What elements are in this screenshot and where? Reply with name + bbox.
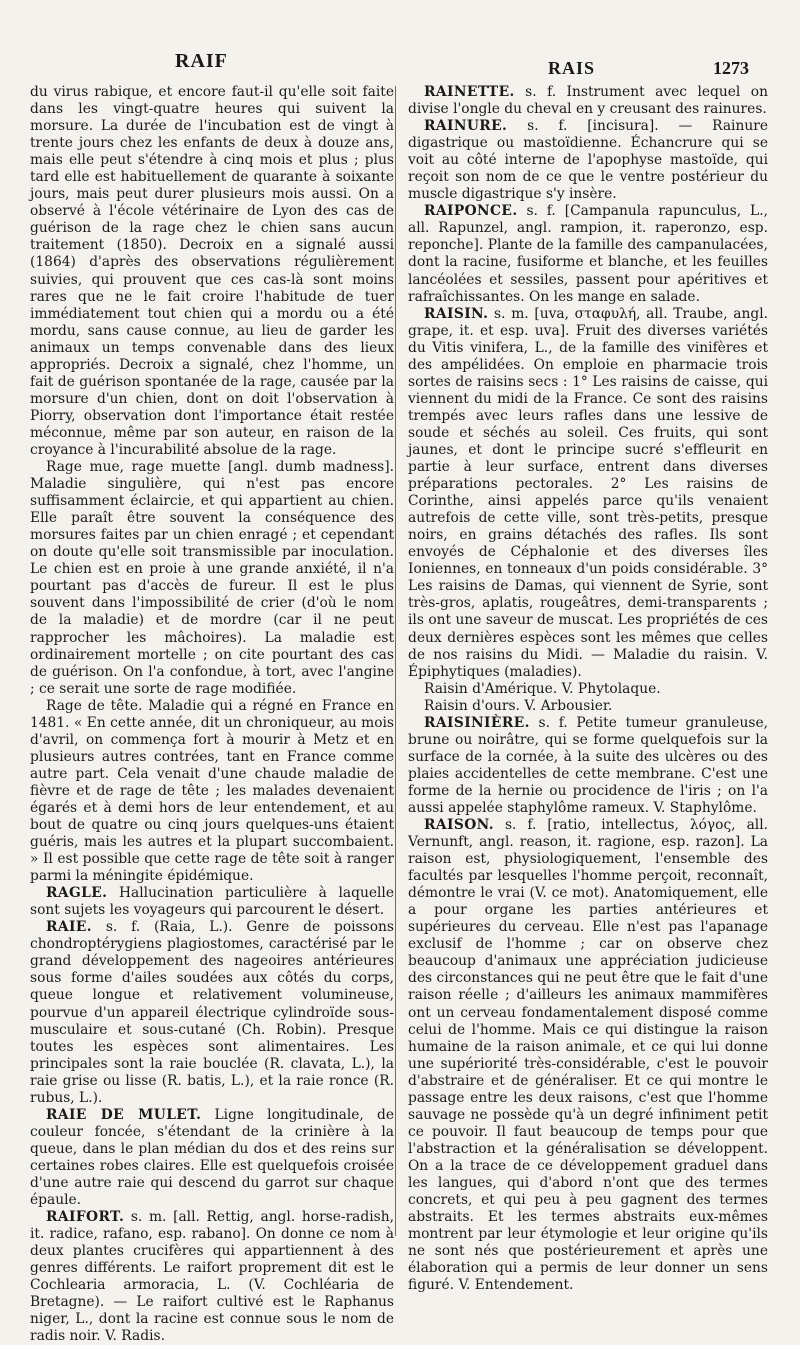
entry-raisin-dours: [408, 698, 768, 715]
entry-headword: RAGLE.: [46, 885, 108, 902]
entry-headword: RAIPONCE.: [424, 203, 518, 220]
entry-raison: [408, 817, 768, 1294]
entry-raie-de-mulet: [30, 1107, 394, 1209]
entry-headword: RAINURE.: [424, 118, 508, 135]
entry-text: s. m. [all. Rettig, angl. horse-radish, it. radice, rafano, esp. rabano]. On donne ce nom à deux plantes crucifères qui appartiennent à des genres différents. Le raifort proprement dit est le Cochlearia armoracia, L. (V. Cochléaria de Bretagne). — Le raifort cultivé est le Raphanus niger, L., dont la racine est connue sous le nom de radis noir. V. Radis.: [30, 1209, 394, 1345]
entry-text: Hallucination particulière à laquelle sont sujets les voyageurs qui parcourent le désert.: [30, 885, 394, 919]
entry-headword: RAIFORT.: [46, 1209, 125, 1226]
entry-text: Ligne longitudinale, de couleur foncée, s'étendant de la crinière à la queue, dans le plan médian du dos et des reins sur certaines robes claires. Elle est quelquefois croisée d'une autre raie qui descend du garrot sur chaque épaule.: [30, 1106, 394, 1209]
entry-text: s. f. [Campanula rapunculus, L., all. Rapunzel, angl. rampion, it. raperonzo, esp. reponche]. Plante de la famille des campanulacées, dont la racine, fusiforme et blanche, et les feuilles lancéolées et sessiles, passent pour apéritives et rafraîchissantes. On les mange en salade.: [408, 203, 768, 305]
running-head-right: RAIS: [548, 58, 596, 78]
left-column: [30, 84, 394, 1345]
entry-headword: RAIE.: [46, 919, 92, 936]
entry-raisiniere: [408, 715, 768, 817]
entry-headword: RAISON.: [424, 817, 494, 834]
entry-raifort: [30, 1209, 394, 1345]
entry-ragle: [30, 885, 394, 919]
page-number: 1273: [713, 58, 749, 78]
entry-text: s. f. [ratio, intellectus, λόγος, all. Vernunft, angl. reason, it. ragione, esp. razon]. La raison est, physiologiquement, l'ensemble des facultés par lesquelles l'homme perçoit, reconnaît, démontre le vrai (V. ce mot). Anatomiquement, elle a pour organe les parties antérieures et supérieures du cerveau. Elle n'est pas l'apanage exclusif de l'homme ; car on observe chez beaucoup d'animaux une appréciation judicieuse des circonstances qui ne peut être que le fait d'une raison réelle ; d'ailleurs les animaux mammifères ont un cerveau fondamentalement disposé comme celui de l'homme. Mais ce qui distingue la raison humaine de la raison animale, et ce qui lui donne une supériorité très-considérable, c'est le pouvoir d'abstraire et de généraliser. Et ce qui montre le passage entre les deux raisons, c'est que l'homme sauvage ne possède qu'à un degré infiniment petit ce pouvoir. Il faut beaucoup de temps pour que l'abstraction et la généralisation se développent. On a la trace de ce développement graduel dans les langues, qui d'abord n'ont que des termes concrets, et qui peu à peu gagnent des termes abstraits. Et les termes abstraits eux-mêmes montrent par leur étymologie et leur origine qu'ils ne sont nés que postérieurement et après une élaboration qui a permis de leur donner un sens figuré. V. Entendement.: [408, 817, 768, 1294]
entry-rainette: [408, 84, 768, 118]
entry-headword: RAISIN.: [424, 305, 489, 322]
entry-rage-de-tete: [30, 698, 394, 886]
entry-headword: RAINETTE.: [424, 84, 515, 100]
entry-text: s. f. Instrument avec lequel on divise l'ongle du cheval en y creusant des rainures.: [408, 84, 768, 118]
entry-text: Rage mue, rage muette [angl. dumb madness]. Maladie singulière, qui n'est pas encore suffisamment éclaircie, et qui appartient au chien. Elle paraît être souvent la conséquence des morsures faites par un chien enragé ; et cependant on doute qu'elle soit transmissible par inoculation. Le chien est en proie à une grande anxiété, il n'a pourtant pas d'accès de fureur. Il est le plus souvent dans l'impossibilité de crier (d'où le nom de la maladie) et de mordre (car il ne peut rapprocher les mâchoires). La maladie est ordinairement mortelle ; on cite pourtant des cas de guérison. On l'a confondue, à tort, avec l'angine ; ce serait une sorte de rage modifiée.: [30, 459, 394, 697]
entry-raie: [30, 919, 394, 1107]
running-head-left: RAIF: [175, 50, 228, 72]
entry-text: Raisin d'Amérique. V. Phytolaque.: [424, 680, 661, 697]
column-divider: [395, 86, 396, 1236]
entry-raisin: [408, 306, 768, 681]
right-column: [408, 84, 768, 1294]
entry-text: s. f. Petite tumeur granuleuse, brune ou noirâtre, qui se forme quelquefois sur la surface de la cornée, à la suite des ulcères ou des plaies accidentelles de cette membrane. C'est une forme de la hernie ou procidence de l'iris ; on l'a aussi appelée staphylôme rameux. V. Staphylôme.: [408, 714, 768, 816]
entry-headword: RAIE DE MULET.: [46, 1106, 202, 1123]
entry-headword: RAISINIÈRE.: [424, 714, 530, 731]
entry-text: Rage de tête. Maladie qui a régné en France en 1481. « En cette année, dit un chroniqueur, au mois d'avril, on commença fort à mourir à Metz et en plusieurs autres contrées, tant en France comme autre part. Cela venait d'une chaude maladie de fièvre et de rage de tête ; les malades devenaient égarés et à demi hors de leur entendement, et au bout de quatre ou cinq jours quelques-uns étaient guéris, mais les autres et la plupart succombaient. » Il est possible que cette rage de tête soit à ranger parmi la méningite épidémique.: [30, 697, 394, 885]
entry-rage-mue: [30, 459, 394, 698]
paragraph-rage-continued: [30, 84, 394, 459]
paragraph-text: du virus rabique, et encore faut-il qu'elle soit faite dans les vingt-quatre heures qui suivent la morsure. La durée de l'incubation est de vingt à trente jours chez les enfants de deux à douze ans, mais elle peut s'étendre à cinq mois et plus ; plus tard elle est habituellement de quarante à soixante jours, mais peut durer plusieurs mois aussi. On a observé à l'école vétérinaire de Lyon des cas de guérison de la rage chez le chien sans aucun traitement (1850). Decroix en a signalé aussi (1864) d'après des observations régulièrement suivies, qui prouvent que ces cas-là sont moins rares que ne le fait croire l'habitude de tuer immédiatement tout chien qui a mordu ou a été mordu, sans cause connue, au lieu de garder les animaux un temps convenable dans des lieux appropriés. Decroix a signalé, chez l'homme, un fait de guérison spontanée de la rage, causée par la morsure d'un chien, dont on doit l'observation à Piorry, observation dont l'importance était restée méconnue, même par son auteur, en raison de la croyance à l'incurabilité absolue de la rage.: [30, 84, 394, 458]
entry-raisin-damerique: [408, 681, 768, 698]
entry-rainure: [408, 118, 768, 203]
entry-raiponce: [408, 203, 768, 305]
entry-text: s. f. (Raia, L.). Genre de poissons chondroptérygiens plagiostomes, caractérisé par le grand développement des nageoires antérieures sous forme d'ailes soudées aux côtés du corps, queue longue et relativement volumineuse, pourvue d'un appareil électrique cylindroïde sous-musculaire et sous-cutané (Ch. Robin). Presque toutes les espèces sont alimentaires. Les principales sont la raie bouclée (R. clavata, L.), la raie grise ou lisse (R. batis, L.), et la raie ronce (R. rubus, L.).: [30, 919, 394, 1106]
entry-text: s. f. [incisura]. — Rainure digastrique ou mastoïdienne. Échancrure qui se voit au côté interne de l'apophyse mastoïde, qui reçoit son nom de ce que le ventre postérieur du muscle digastrique s'y insère.: [408, 118, 768, 203]
entry-text: s. m. [uva, σταφυλή, all. Traube, angl. grape, it. et esp. uva]. Fruit des diverses variétés du Vitis vinifera, L., de la famille des vinifères et des ampélidées. On emploie en pharmacie trois sortes de raisins secs : 1° Les raisins de caisse, qui viennent du midi de la France. Ce sont des raisins trempés avec leurs rafles dans une lessive de soude et séchés au soleil. Ces fruits, qui sont jaunes, et dont le principe sucré s'effleurit en partie à leur surface, entrent dans diverses préparations pectorales. 2° Les raisins de Corinthe, ainsi appelés parce qu'ils venaient autrefois de cette ville, sont très-petits, presque noirs, en grains détachés des rafles. Ils sont envoyés de Céphalonie et des diverses îles Ioniennes, en tonneaux d'un poids considérable. 3° Les raisins de Damas, qui viennent de Syrie, sont très-gros, aplatis, rougeâtres, demi-transparents ; ils ont une saveur de muscat. Les propriétés de ces deux dernières espèces sont les mêmes que celles de nos raisins du Midi. — Maladie du raisin. V. Épiphytiques (maladies).: [408, 305, 768, 680]
entry-text: Raisin d'ours. V. Arbousier.: [424, 697, 613, 714]
